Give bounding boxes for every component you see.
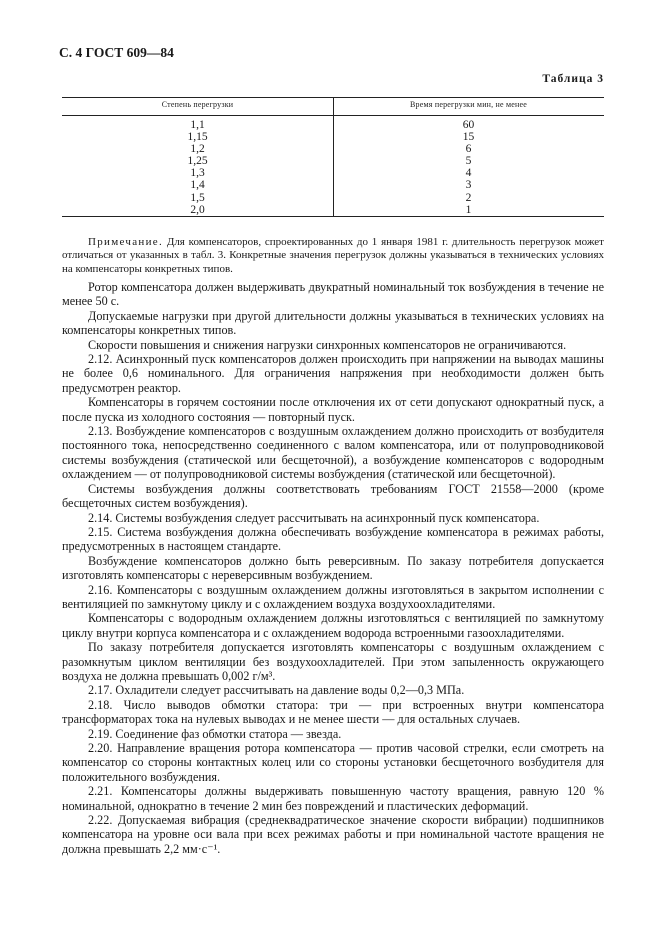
page-header: С. 4 ГОСТ 609—84 <box>59 45 174 60</box>
paragraph: По заказу потребителя допускается изготовлять компенсаторы с воздушным охлаждением с разомкнутым циклом вентиляции без воздухоохладителей. При этом запыленность окружающего воздуха не должна превышать 0,002 г/м³. <box>62 640 604 683</box>
table-row <box>62 179 604 191</box>
paragraph: 2.17. Охладители следует рассчитывать на давление воды 0,2—0,3 МПа. <box>88 683 465 698</box>
table-row <box>62 155 604 167</box>
table-header-row <box>62 97 604 116</box>
table-cell: 1,1 <box>190 119 205 131</box>
table-row <box>62 119 604 131</box>
paragraph: Компенсаторы с водородным охлаждением должны изготовляться с вентиляцией по замкнутому циклу внутри корпуса компенсатора и с охлаждением водорода встроенными газоохладителями. <box>62 611 604 640</box>
table-cell: 1,3 <box>190 167 205 180</box>
paragraph: 2.22. Допускаемая вибрация (среднеквадратическое значение скорости вибрации) подшипников компенсатора на уровне оси вала при всех режимах работы и при номинальной частоте вращения не должна превышать 2,2 мм·с⁻¹. <box>62 813 604 856</box>
table-row <box>62 143 604 155</box>
paragraph: 2.19. Соединение фаз обмотки статора — звезда. <box>88 726 342 741</box>
table-cell: 2,0 <box>190 203 205 216</box>
note-text: Для компенсаторов, спроектированных до 1 января 1981 г. длительность перегрузок может отличаться от указанных в табл. 3. Конкретные значения перегрузок должны указываться в технических условиях на компенсаторы конкретных типов. <box>62 236 604 275</box>
paragraph: 2.16. Компенсаторы с воздушным охлаждением должны изготовляться в закрытом исполнении с вентиляцией по замкнутому циклу и с охлаждением воздуха воздухоохладителями. <box>62 582 604 611</box>
paragraph: Скорости повышения и снижения нагрузки синхронных компенсаторов не ограничиваются. <box>88 337 567 352</box>
paragraph: Возбуждение компенсаторов должно быть реверсивным. По заказу потребителя допускается изготовлять компенсаторы с нереверсивным возбуждением. <box>62 553 604 583</box>
table-row <box>62 204 604 216</box>
paragraph: 2.12. Асинхронный пуск компенсаторов должен происходить при напряжении на выводах машины не более 0,6 номинального. Для ограничения напряжения при необходимости должен быть предусмотрен реактор. <box>62 352 604 395</box>
table-cell: 3 <box>465 179 472 192</box>
paragraph: Компенсаторы в горячем состоянии после отключения их от сети допускают однократный пуск, а после пуска из холодного состояния — повторный пуск. <box>62 395 604 424</box>
table-cell: 2 <box>465 191 472 204</box>
table-bottom-rule <box>62 216 604 217</box>
table-header-cell: Время перегрузки мин, не менее <box>410 100 527 109</box>
table-cell: 4 <box>465 167 472 180</box>
paragraph: 2.21. Компенсаторы должны выдерживать повышенную частоту вращения, равную 120 % номинальной, однократно в течение 2 мин без повреждений и пластических деформаций. <box>62 784 604 813</box>
overload-table <box>62 97 604 216</box>
table-cell: 1,4 <box>190 179 205 192</box>
paragraph: Допускаемые нагрузки при другой длительности должны указываться в технических условиях на компенсаторы конкретных типов. <box>62 308 604 338</box>
table-row <box>62 167 604 179</box>
note-label: Примечание. <box>88 236 164 248</box>
paragraph: 2.20. Направление вращения ротора компенсатора — против часовой стрелки, если смотреть на компенсатор со стороны контактных колец или со стороны установки бесщеточного возбудителя для положительного возбуждения. <box>62 741 604 784</box>
table-header-cell: Степень перегрузки <box>161 100 234 109</box>
table-cell: 1,5 <box>190 191 205 204</box>
body-text <box>62 280 604 856</box>
table-cell: 1,15 <box>187 131 208 144</box>
table-cell: 6 <box>465 143 472 156</box>
table-row <box>62 192 604 204</box>
table-note <box>62 236 604 276</box>
table-cell: 1 <box>465 203 472 216</box>
table-cell: 5 <box>465 155 472 168</box>
paragraph: Системы возбуждения должны соответствовать требованиям ГОСТ 21558—2000 (кроме бесщеточных систем возбуждения). <box>62 481 604 511</box>
paragraph: 2.14. Системы возбуждения следует рассчитывать на асинхронный пуск компенсатора. <box>88 510 540 525</box>
paragraph: Ротор компенсатора должен выдерживать двукратный номинальный ток возбуждения в течение не менее 50 с. <box>62 280 604 309</box>
table-cell: 1,25 <box>187 155 208 168</box>
paragraph: 2.15. Система возбуждения должна обеспечивать возбуждение компенсатора в режимах работы, предусмотренных в настоящем стандарте. <box>62 524 604 554</box>
table-label: Таблица 3 <box>542 73 604 85</box>
paragraph: 2.18. Число выводов обмотки статора: три — при встроенных внутри компенсатора трансформаторах тока на нулевых выводах и не менее шести — для остальных случаев. <box>62 697 604 727</box>
table-cell: 15 <box>462 131 475 144</box>
table-row <box>62 131 604 143</box>
paragraph: 2.13. Возбуждение компенсаторов с воздушным охлаждением должно происходить от возбудителя постоянного тока, непосредственно соединенного с валом компенсатора, или от полупроводниковой системы возбуждения (статической или бесщеточной), а возбуждение компенсаторов с водородным охлаждением — от полупроводниковой системы возбуждения (статической или бесщеточной). <box>62 424 604 482</box>
table-cell: 1,2 <box>190 143 205 156</box>
table-cell: 60 <box>462 119 475 131</box>
table-body <box>62 116 604 216</box>
